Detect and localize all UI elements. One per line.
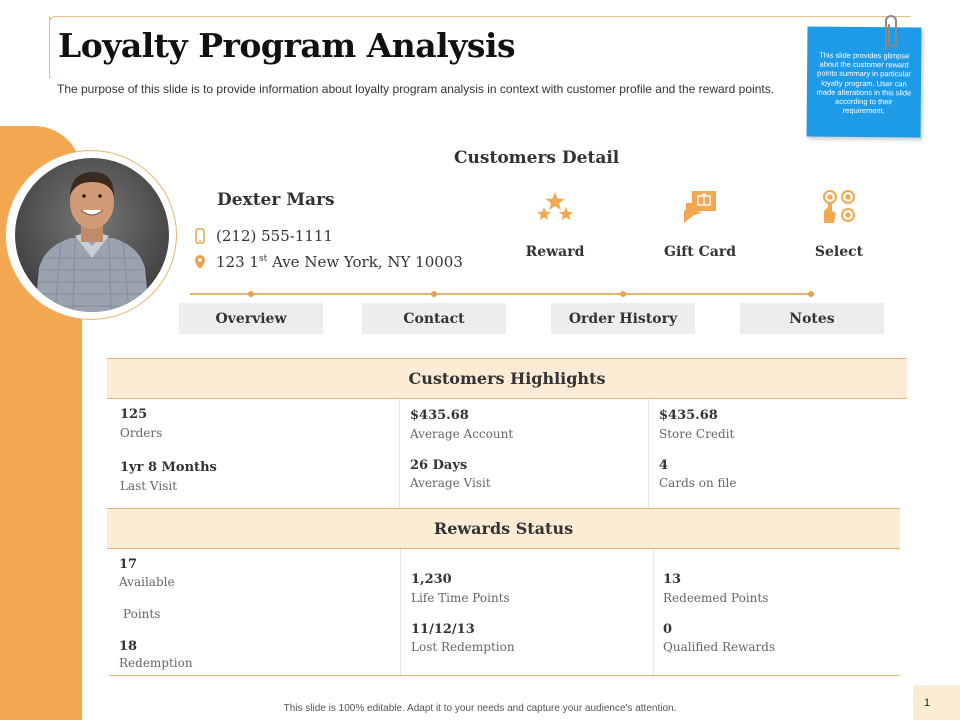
- available-value: 17: [119, 557, 138, 572]
- cards-on-file-label: Cards on file: [659, 476, 737, 490]
- page-number: 1: [924, 697, 931, 709]
- lifetime-points-value: 1,230: [411, 572, 452, 587]
- average-account-value: $435.68: [410, 408, 469, 423]
- feature-reward-label: Reward: [525, 244, 585, 260]
- timeline-dot: [620, 291, 626, 297]
- customer-name: Dexter Mars: [217, 190, 335, 210]
- tab-overview[interactable]: Overview: [179, 303, 323, 334]
- location-pin-icon: [193, 254, 207, 270]
- redeemed-points-value: 13: [663, 572, 682, 587]
- redeemed-points-label: Redeemed Points: [663, 591, 769, 605]
- qualified-rewards-label: Qualified Rewards: [663, 640, 776, 654]
- title-frame-corner: [49, 16, 52, 78]
- phone-row: [193, 227, 333, 245]
- customers-highlights-header: Customers Highlights: [107, 358, 907, 399]
- average-account-label: Average Account: [410, 427, 514, 441]
- page-subtitle: The purpose of this slide is to provide information about loyalty program analysis in context with customer profile and the reward points.: [57, 82, 775, 96]
- phone-icon: [193, 228, 207, 244]
- cards-on-file-value: 4: [659, 458, 669, 473]
- timeline-dot: [808, 291, 814, 297]
- sticky-note-text: This slide provides glimpse about the customer reward points summary in particular loyalty program. User can made alterations in this slide according to their requirement.: [816, 50, 912, 116]
- rewards-status-header: Rewards Status: [107, 508, 900, 549]
- available-label: Available: [119, 575, 175, 589]
- orders-value: 125: [120, 407, 148, 422]
- qualified-rewards-value: 0: [663, 622, 673, 637]
- customers-highlights-table: [109, 399, 906, 507]
- feature-select-label: Select: [814, 244, 864, 260]
- average-visit-label: Average Visit: [410, 476, 491, 490]
- feature-reward[interactable]: [505, 185, 605, 260]
- feature-gift-card[interactable]: [650, 185, 750, 260]
- tab-contact[interactable]: Contact: [362, 303, 506, 334]
- store-credit-label: Store Credit: [659, 427, 735, 441]
- gift-card-icon: [682, 189, 718, 225]
- footer-note: This slide is 100% editable. Adapt it to your needs and capture your audience's attention.: [283, 703, 677, 714]
- column-divider: [653, 549, 654, 675]
- lost-redemption-label: Lost Redemption: [411, 640, 515, 654]
- tab-notes[interactable]: Notes: [740, 303, 884, 334]
- avatar: [15, 158, 169, 312]
- address-row: [193, 253, 463, 271]
- orders-label: Orders: [120, 426, 163, 440]
- store-credit-value: $435.68: [659, 408, 718, 423]
- timeline-dot: [248, 291, 254, 297]
- rewards-status-table: [109, 549, 900, 676]
- average-visit-value: 26 Days: [410, 458, 468, 473]
- tabs-timeline: [190, 293, 814, 295]
- customer-address: 123 1st Ave New York, NY 10003: [216, 253, 463, 271]
- last-visit-value: 1yr 8 Months: [120, 460, 217, 475]
- customers-detail-heading: Customers Detail: [454, 148, 620, 168]
- last-visit-label: Last Visit: [120, 479, 178, 493]
- redemption-label: Redemption: [119, 656, 193, 670]
- stars-icon: [535, 190, 575, 224]
- lifetime-points-label: Life Time Points: [411, 591, 510, 605]
- tab-order-history[interactable]: Order History: [551, 303, 695, 334]
- column-divider: [400, 549, 401, 675]
- select-icon: [820, 189, 858, 225]
- paperclip-icon: [878, 13, 900, 53]
- column-divider: [648, 399, 649, 507]
- sticky-note: [807, 27, 922, 138]
- page-number-box: [913, 685, 960, 720]
- feature-gift-card-label: Gift Card: [663, 244, 737, 260]
- points-label: Points: [123, 607, 161, 621]
- page-title: Loyalty Program Analysis: [58, 26, 516, 65]
- column-divider: [399, 399, 400, 507]
- timeline-dot: [431, 291, 437, 297]
- customer-phone: (212) 555-1111: [216, 227, 333, 245]
- feature-select[interactable]: [789, 185, 889, 260]
- lost-redemption-value: 11/12/13: [411, 622, 475, 637]
- redemption-value: 18: [119, 639, 138, 654]
